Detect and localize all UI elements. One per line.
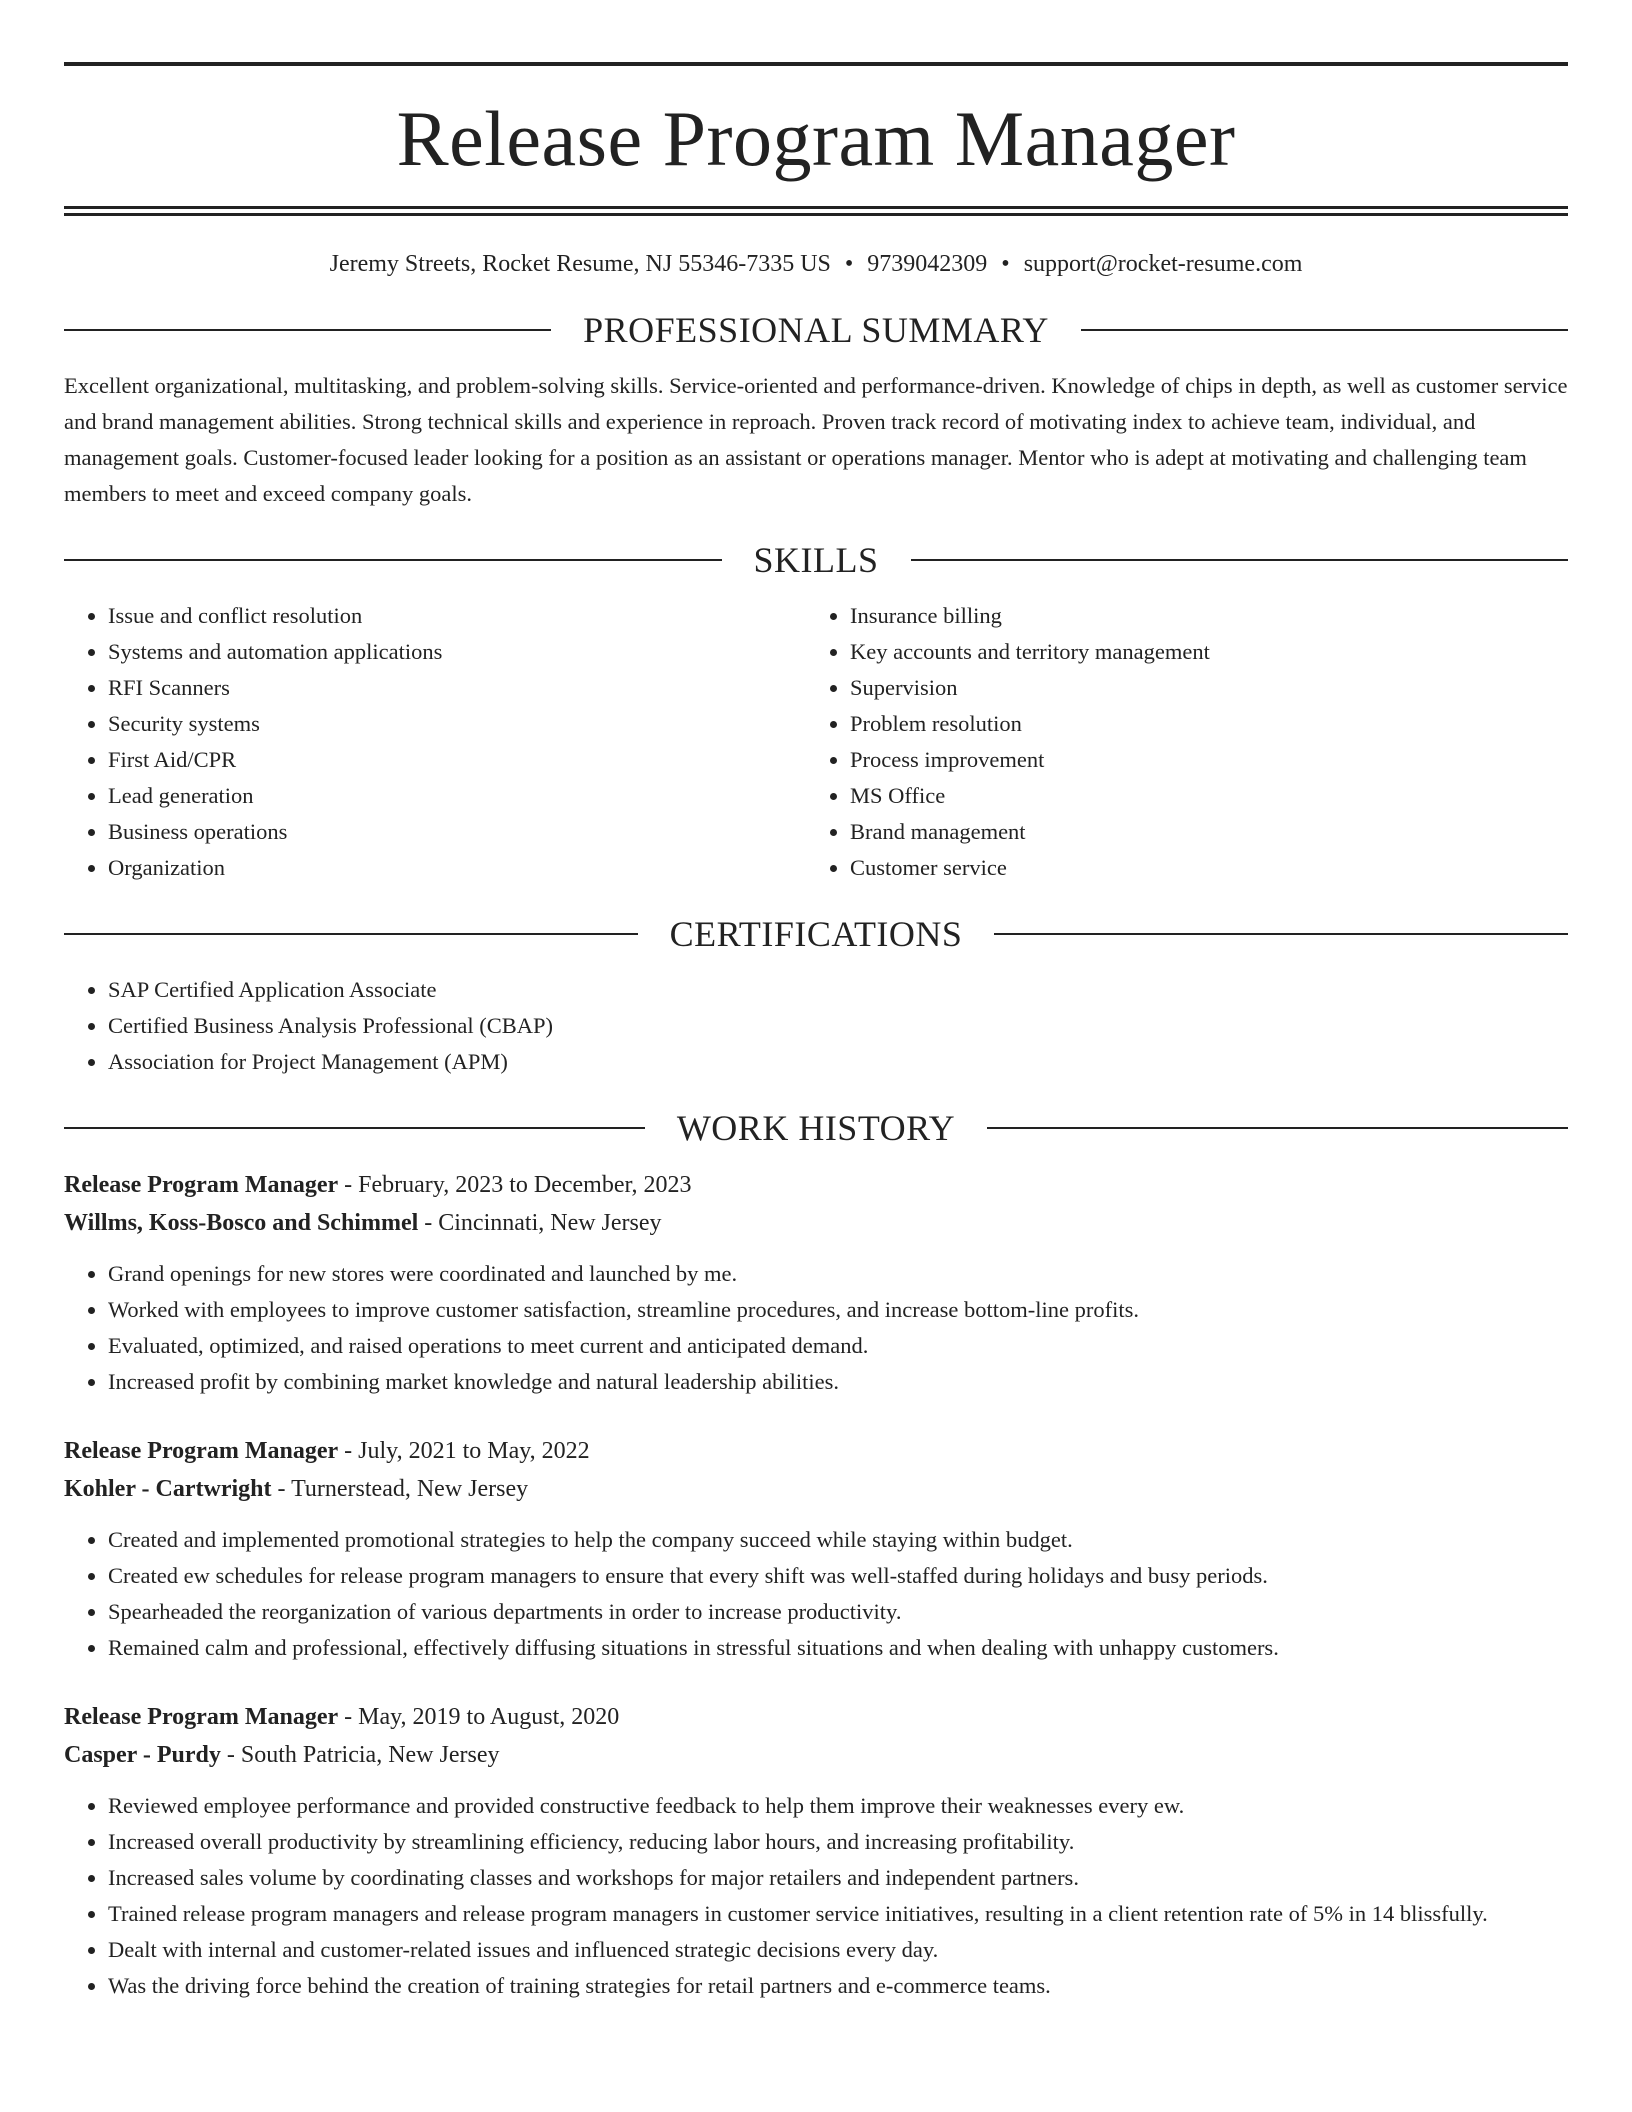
certification-item: • Certified Business Analysis Professional (CBAP) xyxy=(108,1008,1568,1044)
job-entry xyxy=(64,1432,1568,1666)
skill-item: • Supervision xyxy=(850,670,1558,706)
job-bullet: • Was the driving force behind the creation of training strategies for retail partners and e-commerce teams. xyxy=(108,1968,1568,2004)
job-location: - Turnerstead, New Jersey xyxy=(271,1476,529,1502)
job-title-line xyxy=(64,1698,1568,1736)
skills-list-right xyxy=(806,598,1558,886)
skill-item: • Security systems xyxy=(108,706,806,742)
section-title-work-history: WORK HISTORY xyxy=(676,1108,956,1148)
job-company-line xyxy=(64,1736,1568,1774)
job-bullets xyxy=(64,1522,1568,1666)
job-entry xyxy=(64,1698,1568,2004)
job-company: Kohler - Cartwright xyxy=(64,1476,272,1502)
job-company-line xyxy=(64,1470,1568,1508)
job-role: Release Program Manager xyxy=(64,1704,339,1730)
job-bullet: • Grand openings for new stores were coordinated and launched by me. xyxy=(108,1256,1568,1292)
summary-text: Excellent organizational, multitasking, and problem-solving skills. Service-oriented and performance-driven. Knowledge of chips in depth, as well as customer service and brand management abilities. Strong technical skills and experience in reproach. Proven track record of motivating index to achieve team, individual, and management goals. Customer-focused leader looking for a position as an assistant or operations manager. Mentor who is adept at motivating and challenging team members to meet and exceed company goals. xyxy=(64,373,1568,506)
skill-item: • RFI Scanners xyxy=(108,670,806,706)
job-role: Release Program Manager xyxy=(64,1172,339,1198)
skill-item: • Process improvement xyxy=(850,742,1558,778)
job-dates: - May, 2019 to August, 2020 xyxy=(338,1704,620,1730)
job-location: - Cincinnati, New Jersey xyxy=(418,1210,662,1236)
job-bullet: • Created ew schedules for release program managers to ensure that every shift was well-staffed during holidays and busy periods. xyxy=(108,1558,1568,1594)
section-heading-work-history xyxy=(64,1110,1568,1146)
contact-email[interactable]: support@rocket-resume.com xyxy=(1023,251,1303,277)
job-role: Release Program Manager xyxy=(64,1438,339,1464)
skill-item: • Customer service xyxy=(850,850,1558,886)
heading-rule xyxy=(987,1127,1568,1129)
skill-item: • MS Office xyxy=(850,778,1558,814)
skill-item: • Systems and automation applications xyxy=(108,634,806,670)
job-title-line xyxy=(64,1166,1568,1204)
job-bullet: • Worked with employees to improve customer satisfaction, streamline procedures, and increase bottom-line profits. xyxy=(108,1292,1568,1328)
job-entry xyxy=(64,1166,1568,1400)
skills-column-right xyxy=(806,598,1558,886)
title-double-rule xyxy=(64,206,1568,216)
heading-rule xyxy=(911,559,1569,561)
skills-column-left xyxy=(64,598,806,886)
section-heading-skills xyxy=(64,542,1568,578)
skills-columns xyxy=(64,598,1568,886)
job-bullet: • Increased profit by combining market knowledge and natural leadership abilities. xyxy=(108,1364,1568,1400)
heading-rule xyxy=(64,559,722,561)
skills-list-left xyxy=(64,598,806,886)
job-bullet: • Spearheaded the reorganization of various departments in order to increase productivity. xyxy=(108,1594,1568,1630)
skill-item: • Issue and conflict resolution xyxy=(108,598,806,634)
skill-item: • Key accounts and territory management xyxy=(850,634,1558,670)
section-title-summary: PROFESSIONAL SUMMARY xyxy=(583,310,1049,350)
resume-title: Release Program Manager xyxy=(396,95,1236,182)
contact-separator: • xyxy=(1001,251,1010,277)
contact-phone: 9739042309 xyxy=(867,251,988,277)
job-title-line xyxy=(64,1432,1568,1470)
section-title-skills: SKILLS xyxy=(753,540,879,580)
heading-rule xyxy=(1081,329,1568,331)
heading-rule xyxy=(64,329,551,331)
section-heading-certifications xyxy=(64,916,1568,952)
job-bullet: • Created and implemented promotional strategies to help the company succeed while staying within budget. xyxy=(108,1522,1568,1558)
job-bullets xyxy=(64,1788,1568,2004)
job-dates: - February, 2023 to December, 2023 xyxy=(338,1172,692,1198)
heading-rule xyxy=(64,1127,645,1129)
job-bullets xyxy=(64,1256,1568,1400)
certification-item: • SAP Certified Application Associate xyxy=(108,972,1568,1008)
heading-rule xyxy=(994,933,1568,935)
skill-item: • First Aid/CPR xyxy=(108,742,806,778)
skill-item: • Brand management xyxy=(850,814,1558,850)
job-bullet: • Dealt with internal and customer-related issues and influenced strategic decisions every day. xyxy=(108,1932,1568,1968)
job-location: - South Patricia, New Jersey xyxy=(220,1742,500,1768)
job-bullet: • Remained calm and professional, effectively diffusing situations in stressful situations and when dealing with unhappy customers. xyxy=(108,1630,1568,1666)
skill-item: • Organization xyxy=(108,850,806,886)
skill-item: • Business operations xyxy=(108,814,806,850)
section-title-certifications: CERTIFICATIONS xyxy=(669,914,963,954)
job-bullet: • Increased sales volume by coordinating classes and workshops for major retailers and independent partners. xyxy=(108,1860,1568,1896)
certifications-list xyxy=(64,972,1568,1080)
heading-rule xyxy=(64,933,638,935)
job-company-line xyxy=(64,1204,1568,1242)
job-dates: - July, 2021 to May, 2022 xyxy=(338,1438,590,1464)
skill-item: • Problem resolution xyxy=(850,706,1558,742)
skill-item: • Insurance billing xyxy=(850,598,1558,634)
contact-separator: • xyxy=(844,251,854,277)
contact-line xyxy=(64,252,1568,276)
certification-item: • Association for Project Management (APM) xyxy=(108,1044,1568,1080)
job-bullet: • Increased overall productivity by streamlining efficiency, reducing labor hours, and increasing profitability. xyxy=(108,1824,1568,1860)
job-bullet: • Evaluated, optimized, and raised operations to meet current and anticipated demand. xyxy=(108,1328,1568,1364)
skill-item: • Lead generation xyxy=(108,778,806,814)
job-company: Casper - Purdy xyxy=(64,1742,221,1768)
job-bullet: • Reviewed employee performance and provided constructive feedback to help them improve their weaknesses every ew. xyxy=(108,1788,1568,1824)
resume-page xyxy=(64,0,1568,2004)
section-heading-summary xyxy=(64,312,1568,348)
job-company: Willms, Koss-Bosco and Schimmel xyxy=(64,1210,419,1236)
job-bullet: • Trained release program managers and release program managers in customer service initiatives, resulting in a client retention rate of 5% in 14 blissfully. xyxy=(108,1896,1568,1932)
contact-address: Jeremy Streets, Rocket Resume, NJ 55346-7335 US xyxy=(329,251,831,277)
